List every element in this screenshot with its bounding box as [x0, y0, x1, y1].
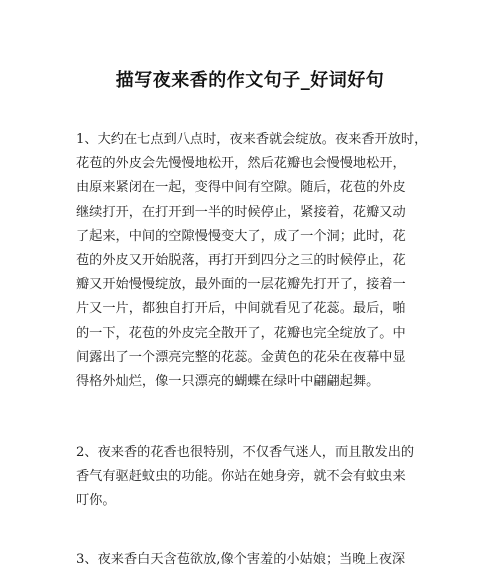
paragraph-2 — [76, 441, 436, 514]
paragraph-line: 由原来紧闭在一起，变得中间有空隙。随后，花苞的外皮 — [76, 180, 406, 196]
paragraph-line: 叮你。 — [76, 493, 116, 509]
paragraph-line: 香气有驱赶蚊虫的功能。你站在她身旁，就不会有蚊虫来 — [76, 469, 406, 485]
paragraph-line: 苞的外皮又开始脱落，再打开到四分之三的时候停止，花 — [76, 252, 406, 268]
page-title: 描写夜来香的作文句子_好词好句 — [115, 70, 385, 91]
paragraph-line: 瓣又开始慢慢绽放，最外面的一层花瓣先打开了，接着一 — [76, 277, 406, 293]
paragraph-3 — [76, 548, 436, 572]
paragraph-line: 1、大约在七点到八点时，夜来香就会绽放。夜来香开放时， — [76, 132, 428, 147]
paragraph-line: 继续打开，在打开到一半的时候停止，紧接着，花瓣又动 — [76, 204, 406, 220]
paragraph-line: 3、夜来香白天含苞欲放,像个害羞的小姑娘；当晚上夜深 — [76, 552, 406, 567]
paragraph-1 — [76, 128, 436, 394]
paragraph-line: 了起来，中间的空隙慢慢变大了，成了一个洞；此时，花 — [76, 228, 406, 244]
paragraph-line: 花苞的外皮会先慢慢地松开，然后花瓣也会慢慢地松开， — [76, 156, 406, 172]
paragraph-line: 间露出了一个漂亮完整的花蕊。金黄色的花朵在夜幕中显 — [76, 349, 406, 365]
paragraph-line: 得格外灿烂，像一只漂亮的蝴蝶在绿叶中翩翩起舞。 — [76, 373, 380, 389]
paragraph-line: 2、夜来香的花香也很特别，不仅香气迷人，而且散发出的 — [76, 445, 415, 460]
paragraph-line: 片又一片，都独自打开后，中间就看见了花蕊。最后，啪 — [76, 301, 406, 317]
paragraph-line: 的一下，花苞的外皮完全散开了，花瓣也完全绽放了。中 — [76, 325, 406, 341]
